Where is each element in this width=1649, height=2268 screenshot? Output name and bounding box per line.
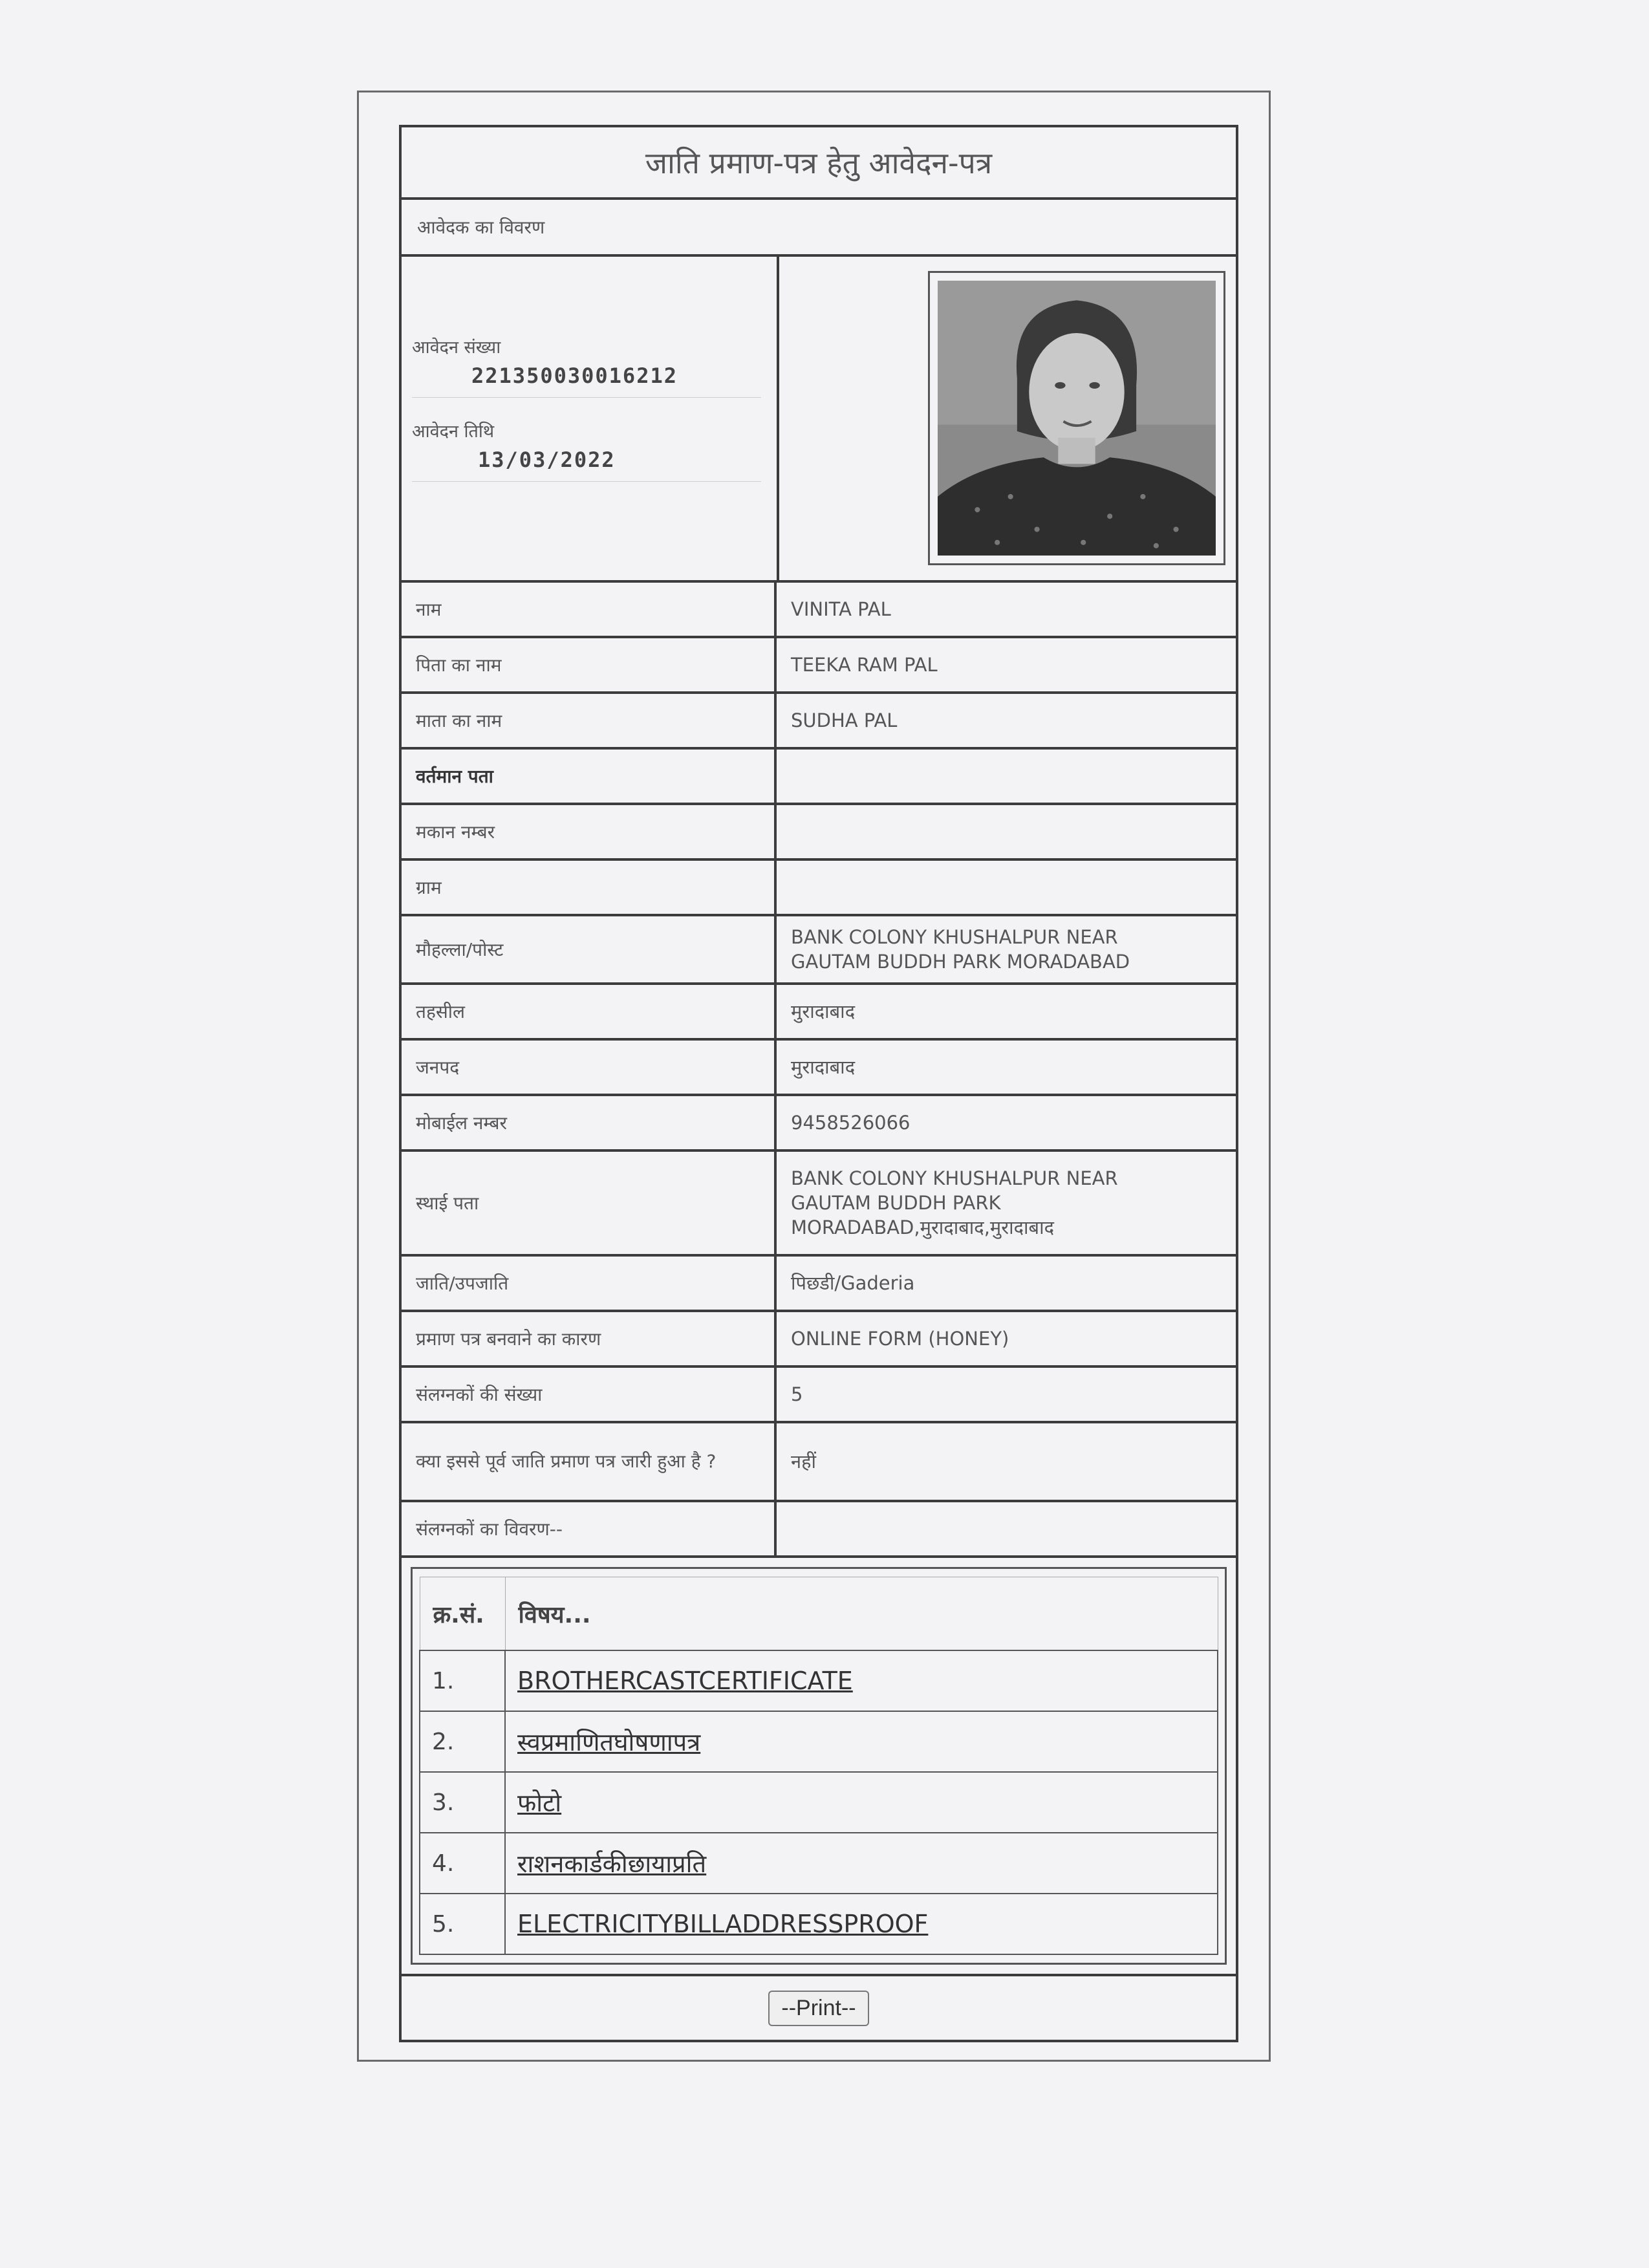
application-date-field: [412, 418, 761, 482]
application-header-block: [402, 257, 1236, 583]
field-value: पिछडी/Gaderia: [791, 1272, 915, 1294]
table-row: [420, 1711, 1218, 1772]
field-row-house-number: [402, 805, 1236, 861]
field-label: मकान नम्बर: [402, 805, 777, 858]
field-value: TEEKA RAM PAL: [791, 654, 938, 676]
field-label: संलग्नकों का विवरण--: [402, 1502, 777, 1555]
field-row-father-name: [402, 638, 1236, 694]
field-label: मौहल्ला/पोस्ट: [402, 916, 777, 982]
field-row-mother-name: [402, 694, 1236, 750]
attachment-link[interactable]: ELECTRICITYBILLADDRESSPROOF: [517, 1910, 929, 1938]
table-row: [420, 1650, 1218, 1711]
attachment-cell: [505, 1711, 1218, 1772]
field-value: VINITA PAL: [791, 598, 891, 620]
print-button[interactable]: --Print--: [768, 1991, 868, 2026]
attachment-serial: 1.: [420, 1650, 505, 1711]
field-label: वर्तमान पता: [402, 750, 777, 803]
caste-certificate-application-form: [399, 125, 1238, 2042]
attachment-link[interactable]: फोटो: [517, 1789, 562, 1817]
field-label: मोबाईल नम्बर: [402, 1096, 777, 1149]
field-row-mobile-number: [402, 1096, 1236, 1152]
field-value: [777, 861, 1236, 914]
application-date-value: 13/03/2022: [478, 448, 616, 472]
header-subject: विषय...: [505, 1577, 1218, 1651]
field-value: [777, 805, 1236, 858]
applicant-photo: [938, 281, 1216, 556]
attachment-cell: [505, 1833, 1218, 1894]
form-title: जाति प्रमाण-पत्र हेतु आवेदन-पत्र: [402, 127, 1236, 200]
field-value: ONLINE FORM (HONEY): [791, 1328, 1009, 1350]
attachments-section: [402, 1558, 1236, 1976]
field-label: नाम: [402, 583, 777, 636]
field-row-current-address: [402, 750, 1236, 805]
photo-cell: [779, 257, 1236, 580]
field-value: 5: [791, 1383, 803, 1405]
field-label: स्थाई पता: [402, 1152, 777, 1254]
field-label: पिता का नाम: [402, 638, 777, 691]
table-row: [420, 1833, 1218, 1894]
field-label: ग्राम: [402, 861, 777, 914]
attachment-cell: [505, 1650, 1218, 1711]
field-row-name: [402, 583, 1236, 638]
attachment-serial: 3.: [420, 1772, 505, 1833]
table-row: [420, 1772, 1218, 1833]
field-row-caste: [402, 1257, 1236, 1312]
header-serial-number: क्र.सं.: [420, 1577, 505, 1651]
application-number-label: आवेदन संख्या: [412, 338, 501, 358]
field-value: [777, 1502, 1236, 1555]
field-value: नहीं: [791, 1451, 817, 1473]
attachment-serial: 2.: [420, 1711, 505, 1772]
field-row-attachment-count: [402, 1368, 1236, 1423]
attachments-header-row: [420, 1577, 1218, 1651]
field-row-district: [402, 1041, 1236, 1096]
field-row-permanent-address: [402, 1152, 1236, 1257]
attachment-cell: [505, 1772, 1218, 1833]
attachment-serial: 5.: [420, 1894, 505, 1954]
attachment-link[interactable]: स्वप्रमाणितघोषणापत्र: [517, 1728, 701, 1756]
field-label: तहसील: [402, 985, 777, 1038]
field-label: संलग्नकों की संख्या: [402, 1368, 777, 1421]
field-row-tehsil: [402, 985, 1236, 1041]
attachment-link[interactable]: राशनकार्डकीछायाप्रति: [517, 1850, 707, 1878]
table-row: [420, 1894, 1218, 1954]
field-label: माता का नाम: [402, 694, 777, 747]
applicant-photo-frame: [928, 271, 1225, 565]
field-label: क्या इससे पूर्व जाति प्रमाण पत्र जारी हुआ है ?: [402, 1423, 777, 1500]
field-label: प्रमाण पत्र बनवाने का कारण: [402, 1312, 777, 1365]
attachment-cell: [505, 1894, 1218, 1954]
attachments-frame: [411, 1567, 1227, 1965]
print-row: [402, 1976, 1236, 2040]
application-number-field: [412, 334, 761, 398]
field-value: 9458526066: [791, 1112, 911, 1134]
application-number-value: 221350030016212: [471, 363, 678, 388]
application-date-label: आवेदन तिथि: [412, 422, 495, 442]
field-label: जनपद: [402, 1041, 777, 1094]
field-row-village: [402, 861, 1236, 916]
attachment-serial: 4.: [420, 1833, 505, 1894]
field-row-previous-certificate: [402, 1423, 1236, 1502]
field-row-locality-post: [402, 916, 1236, 985]
field-value: [777, 750, 1236, 803]
field-value: मुरादाबाद: [791, 1056, 856, 1078]
attachments-table: [419, 1577, 1218, 1955]
field-value: SUDHA PAL: [791, 709, 898, 731]
section-heading: आवेदक का विवरण: [402, 200, 1236, 257]
field-value: BANK COLONY KHUSHALPUR NEAR GAUTAM BUDDH PARK MORADABAD: [791, 926, 1130, 973]
field-row-certificate-reason: [402, 1312, 1236, 1368]
field-row-attachment-details: [402, 1502, 1236, 1558]
field-value: BANK COLONY KHUSHALPUR NEAR GAUTAM BUDDH PARK MORADABAD,मुरादाबाद,मुरादाबाद: [791, 1167, 1118, 1238]
applicant-photo-image: [938, 281, 1216, 556]
application-details: [402, 257, 779, 580]
attachment-link[interactable]: BROTHERCASTCERTIFICATE: [517, 1667, 853, 1695]
field-value: मुरादाबाद: [791, 1000, 856, 1022]
field-label: जाति/उपजाति: [402, 1257, 777, 1310]
